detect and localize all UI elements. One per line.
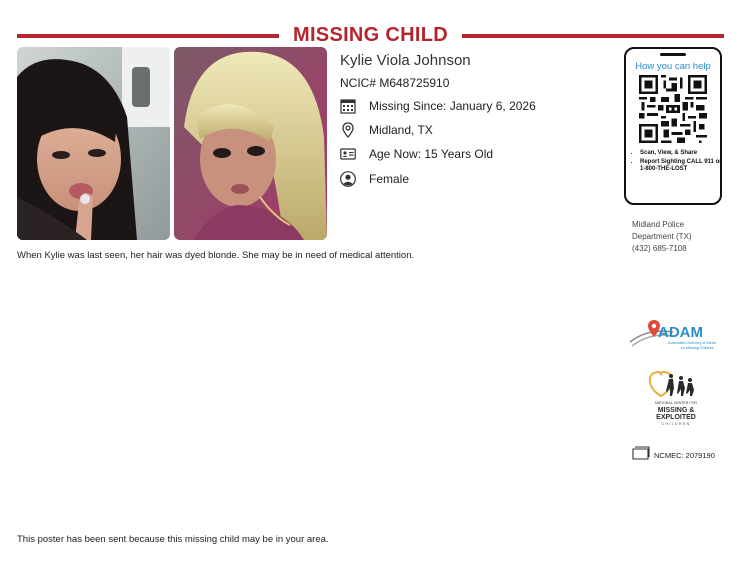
- agency-name-line1: Midland Police: [632, 220, 685, 229]
- phone-notch: [660, 53, 686, 56]
- help-step-report: • Report Sighting CALL 911 or 1-800-THE-LOST: [640, 159, 724, 174]
- sex-row: [340, 168, 409, 190]
- ncmec-line-3: EXPLOITED: [656, 414, 696, 421]
- missing-since-row: [340, 95, 536, 117]
- footer-note: This poster has been sent because this missing child may be in your area.: [17, 534, 329, 545]
- ncmec-line-2: MISSING &: [657, 407, 695, 414]
- missing-since: Missing Since: January 6, 2026: [369, 99, 536, 113]
- agency-name-line2: Department (TX): [632, 232, 692, 241]
- location-row: [340, 119, 433, 141]
- child-photo-1: [17, 47, 170, 240]
- ncic-number: NCIC# M648725910: [340, 76, 450, 90]
- child-photo-2: [174, 47, 327, 240]
- how-to-help-card: [624, 47, 722, 205]
- ncmec-case-number: NCMEC: 2079190: [654, 451, 715, 460]
- id-card-icon: [340, 146, 356, 162]
- ncmec-line-4: CHILDREN: [661, 422, 691, 426]
- ncmec-case: [632, 446, 715, 465]
- ncmec-logo: [645, 368, 707, 432]
- help-instructions: [630, 150, 724, 175]
- header-rule-left: [17, 34, 279, 38]
- calendar-icon: [340, 98, 356, 114]
- age-row: [340, 143, 493, 165]
- description: When Kylie was last seen, her hair was dyed blonde. She may be in need of medical attention.: [17, 250, 415, 261]
- help-step-scan: • Scan, View, & Share: [640, 150, 724, 158]
- child-name: Kylie Viola Johnson: [340, 52, 471, 69]
- agency-phone[interactable]: (432) 685-7108: [632, 244, 687, 253]
- missing-location: Midland, TX: [369, 123, 433, 137]
- how-you-can-help-heading: How you can help: [635, 61, 711, 72]
- adam-wordmark: ADAM: [658, 324, 703, 341]
- folder-icon: [632, 446, 650, 465]
- ncmec-line-1: NATIONAL CENTER FOR: [655, 401, 697, 405]
- adam-tagline-2: on Missing Children: [680, 346, 714, 350]
- adam-logo: [628, 318, 723, 358]
- header-rule-right: [462, 34, 724, 38]
- sex: Female: [369, 172, 410, 186]
- age-now: Age Now: 15 Years Old: [369, 147, 494, 161]
- location-pin-icon: [340, 122, 356, 138]
- agency-contact: [632, 219, 692, 255]
- adam-tagline-1: Automated Delivery of Alerts: [668, 341, 716, 345]
- poster-title: MISSING CHILD: [292, 24, 448, 46]
- person-icon: [340, 171, 356, 187]
- qr-code-icon[interactable]: [639, 75, 707, 143]
